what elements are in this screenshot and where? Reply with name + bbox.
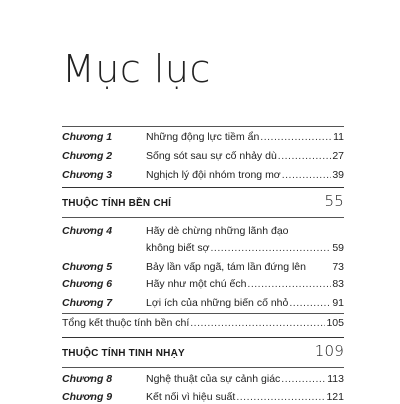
chapter-label: Chương 9 — [62, 391, 113, 403]
chapter-title: Bảy lần vấp ngã, tám lần đứng lên — [146, 261, 306, 273]
toc-entry-chapter-2[interactable] — [62, 149, 344, 163]
section-page-number: 55 — [324, 192, 344, 210]
page-number: 39 — [332, 169, 344, 181]
page-number: 83 — [332, 278, 344, 290]
toc-entry-chapter-1[interactable] — [62, 130, 344, 144]
leader-dots — [190, 316, 325, 330]
chapter-label: Chương 7 — [62, 297, 113, 309]
toc-entry-chapter-4[interactable] — [62, 224, 344, 255]
chapter-label: Chương 4 — [62, 225, 113, 237]
section-heading-ben-chi[interactable] — [62, 194, 344, 209]
toc-entry-chapter-8[interactable] — [62, 372, 344, 386]
leader-dots — [278, 149, 332, 163]
divider — [62, 217, 344, 218]
page-number: 105 — [326, 317, 344, 329]
section-page-number: 109 — [314, 342, 344, 360]
chapter-title-line-2: không biết sợ — [146, 242, 210, 254]
toc-entry-chapter-9[interactable] — [62, 390, 344, 404]
leader-dots — [289, 296, 331, 310]
leader-dots — [236, 390, 325, 404]
toc-entry-chapter-5[interactable] — [62, 260, 344, 274]
section-title: THUỘC TÍNH BỀN CHÍ — [62, 198, 172, 209]
toc-entry-chapter-6[interactable] — [62, 277, 344, 291]
divider — [62, 313, 344, 314]
chapter-label: Chương 8 — [62, 373, 113, 385]
leader-dots — [281, 372, 326, 386]
chapter-title: Nghệ thuật của sự cảnh giác — [146, 373, 281, 385]
leader-dots — [282, 168, 332, 182]
chapter-title-line-1: Hãy dè chừng những lãnh đạo — [146, 225, 289, 237]
chapter-title: Kết nối vì hiệu suất — [146, 391, 236, 403]
toc-entry-summary-ben-chi[interactable] — [62, 316, 344, 330]
chapter-label: Chương 1 — [62, 131, 113, 143]
divider — [62, 367, 344, 368]
leader-dots — [260, 130, 332, 144]
page-number: 27 — [332, 150, 344, 162]
leader-dots — [211, 241, 332, 255]
page-number: 91 — [332, 297, 344, 309]
section-title: THUỘC TÍNH TINH NHẠY — [62, 348, 185, 359]
chapter-label: Chương 5 — [62, 261, 113, 273]
toc-entry-chapter-7[interactable] — [62, 296, 344, 310]
chapter-title: Sống sót sau sự cố nhảy dù — [146, 150, 277, 162]
page-number: 113 — [327, 373, 344, 385]
page-number: 11 — [333, 131, 344, 143]
page-number: 73 — [332, 261, 344, 273]
leader-dots — [247, 277, 331, 291]
chapter-title: Hãy như một chú ếch — [146, 278, 247, 290]
page-title: Mục lục — [62, 47, 211, 91]
chapter-label: Chương 6 — [62, 278, 113, 290]
toc-entry-chapter-3[interactable] — [62, 168, 344, 182]
page-number: 59 — [332, 242, 344, 254]
page-number: 121 — [326, 391, 344, 403]
chapter-label: Chương 2 — [62, 150, 113, 162]
divider — [62, 187, 344, 188]
divider — [62, 126, 344, 127]
chapter-title: Nghịch lý đội nhóm trong mơ — [146, 169, 281, 181]
section-heading-tinh-nhay[interactable] — [62, 344, 344, 359]
chapter-title: Lợi ích của những biến cố nhỏ — [146, 297, 289, 309]
summary-title: Tổng kết thuộc tính bền chí — [62, 317, 190, 329]
divider — [62, 337, 344, 338]
chapter-title: Những động lực tiềm ẩn — [146, 131, 260, 143]
chapter-label: Chương 3 — [62, 169, 113, 181]
